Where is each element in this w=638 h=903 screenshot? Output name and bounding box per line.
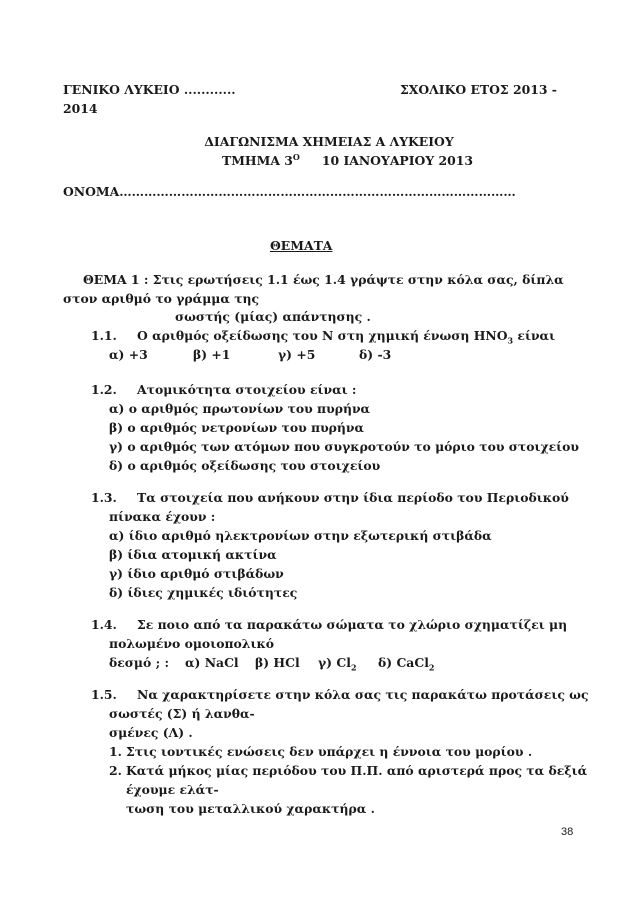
question-1-3-option-a: α) ίδιο αριθμό ηλεκτρονίων στην εξωτερική στιβάδα: [109, 528, 492, 543]
question-1-3-option-b: β) ίδια ατομική ακτίνα: [109, 547, 277, 562]
theme1-intro-line3: σωστής (μίας) απάντησης .: [175, 309, 371, 324]
statement-2: [109, 762, 587, 779]
exam-title: ΔΙΑΓΩΝΙΣΜΑ ΧΗΜΕΙΑΣ Α ΛΥΚΕΙΟΥ: [204, 134, 454, 149]
question-1-2: [91, 381, 357, 398]
question-text: Τα στοιχεία που ανήκουν στην ίδια περίοδο του Περιοδικού: [137, 490, 569, 505]
question-1-4-text-cont: πολωμένο ομοιοπολικό: [109, 636, 275, 651]
statement-1: [109, 743, 532, 760]
school-year-label: ΣΧΟΛΙΚΟ ΕΤΟΣ 2013 -: [400, 82, 557, 97]
class-superscript: Ο: [292, 151, 300, 162]
question-1-3-option-c: γ) ίδιο αριθμό στιβάδων: [109, 566, 284, 581]
theme1-intro-line2: στον αριθμό το γράμμα της: [63, 291, 260, 306]
subscript: 3: [507, 335, 514, 346]
question-number: 1.2.: [91, 382, 117, 397]
question-1-2-option-c: γ) ο αριθμός των ατόμων που συγκροτούν το μόριο του στοιχείου: [109, 439, 580, 454]
question-text: Ατομικότητα στοιχείου είναι :: [137, 382, 357, 397]
question-1-5-text-end: σμένες (Λ) .: [109, 725, 193, 740]
question-1-4-options: [109, 654, 434, 671]
statement-number: 2.: [109, 763, 122, 778]
question-text-end: είναι: [513, 328, 556, 343]
page-number: 38: [561, 826, 574, 838]
option-c-text: γ) Cl: [318, 655, 351, 670]
question-text: Να χαρακτηρίσετε στην κόλα σας τις παρακάτω προτάσεις ως: [137, 687, 589, 702]
exam-date: 10 ΙΑΝΟΥΑΡΙΟΥ 2013: [321, 153, 473, 168]
option-d-text: δ) CaCl: [378, 655, 429, 670]
question-1-2-option-b: β) ο αριθμός νετρονίων του πυρήνα: [109, 420, 365, 435]
theme1-intro-line1: ΘΕΜΑ 1 : Στις ερωτήσεις 1.1 έως 1.4 γράψτε στην κόλα σας, δίπλα: [83, 272, 564, 287]
option-b: β) +1: [193, 347, 231, 362]
student-name-line: ΟΝΟΜΑ……………………………………………………………………………………: [63, 184, 516, 199]
question-number: 1.3.: [91, 490, 117, 505]
question-1-3: [91, 489, 569, 506]
subscript: 2: [428, 662, 435, 673]
option-c: [318, 654, 378, 671]
question-1-4-text-end: δεσμό ; :: [109, 655, 170, 670]
statement-text: Κατά μήκος μίας περιόδου του Π.Π. από αριστερά προς τα δεξιά: [126, 763, 588, 778]
question-1-1: [91, 327, 555, 344]
question-1-3-option-d: δ) ίδιες χημικές ιδιότητες: [109, 585, 298, 600]
question-1-5: [91, 686, 589, 703]
statement-2-cont: έχουμε ελάτ-: [126, 782, 219, 797]
option-d: [378, 654, 434, 671]
exam-class-date: [222, 152, 473, 169]
question-number: 1.1.: [91, 328, 117, 343]
option-b: β) HCl: [255, 655, 300, 670]
option-d: δ) -3: [359, 347, 392, 362]
section-title: ΘΕΜΑΤΑ: [270, 238, 333, 253]
option-a: α) NaCl: [185, 655, 239, 670]
class-label: ΤΜΗΜΑ 3: [222, 153, 293, 168]
subscript: 2: [350, 662, 357, 673]
statement-number: 1.: [109, 744, 122, 759]
option-a: α) +3: [109, 347, 148, 362]
statement-text: Στις ιοντικές ενώσεις δεν υπάρχει η έννοια του μορίου .: [126, 744, 533, 759]
question-text: Σε ποιο από τα παρακάτω σώματα το χλώριο σχηματίζει μη: [137, 617, 568, 632]
question-1-4: [91, 616, 567, 633]
statement-2-end: τωση του μεταλλικού χαρακτήρα .: [126, 801, 375, 816]
school-label: ΓΕΝΙΚΟ ΛΥΚΕΙΟ ............: [63, 82, 236, 97]
question-1-3-text-cont: πίνακα έχουν :: [109, 509, 216, 524]
option-c: γ) +5: [278, 347, 316, 362]
question-1-2-option-a: α) ο αριθμός πρωτονίων του πυρήνα: [109, 401, 371, 416]
school-year-end: 2014: [63, 101, 98, 116]
question-number: 1.5.: [91, 687, 117, 702]
question-text: Ο αριθμός οξείδωσης του N στη χημική ένωση HNO: [137, 328, 508, 343]
question-1-5-text-cont: σωστές (Σ) ή λανθα-: [109, 706, 255, 721]
question-number: 1.4.: [91, 617, 117, 632]
question-1-2-option-d: δ) ο αριθμός οξείδωσης του στοιχείου: [109, 458, 381, 473]
question-1-1-options: [109, 346, 391, 363]
